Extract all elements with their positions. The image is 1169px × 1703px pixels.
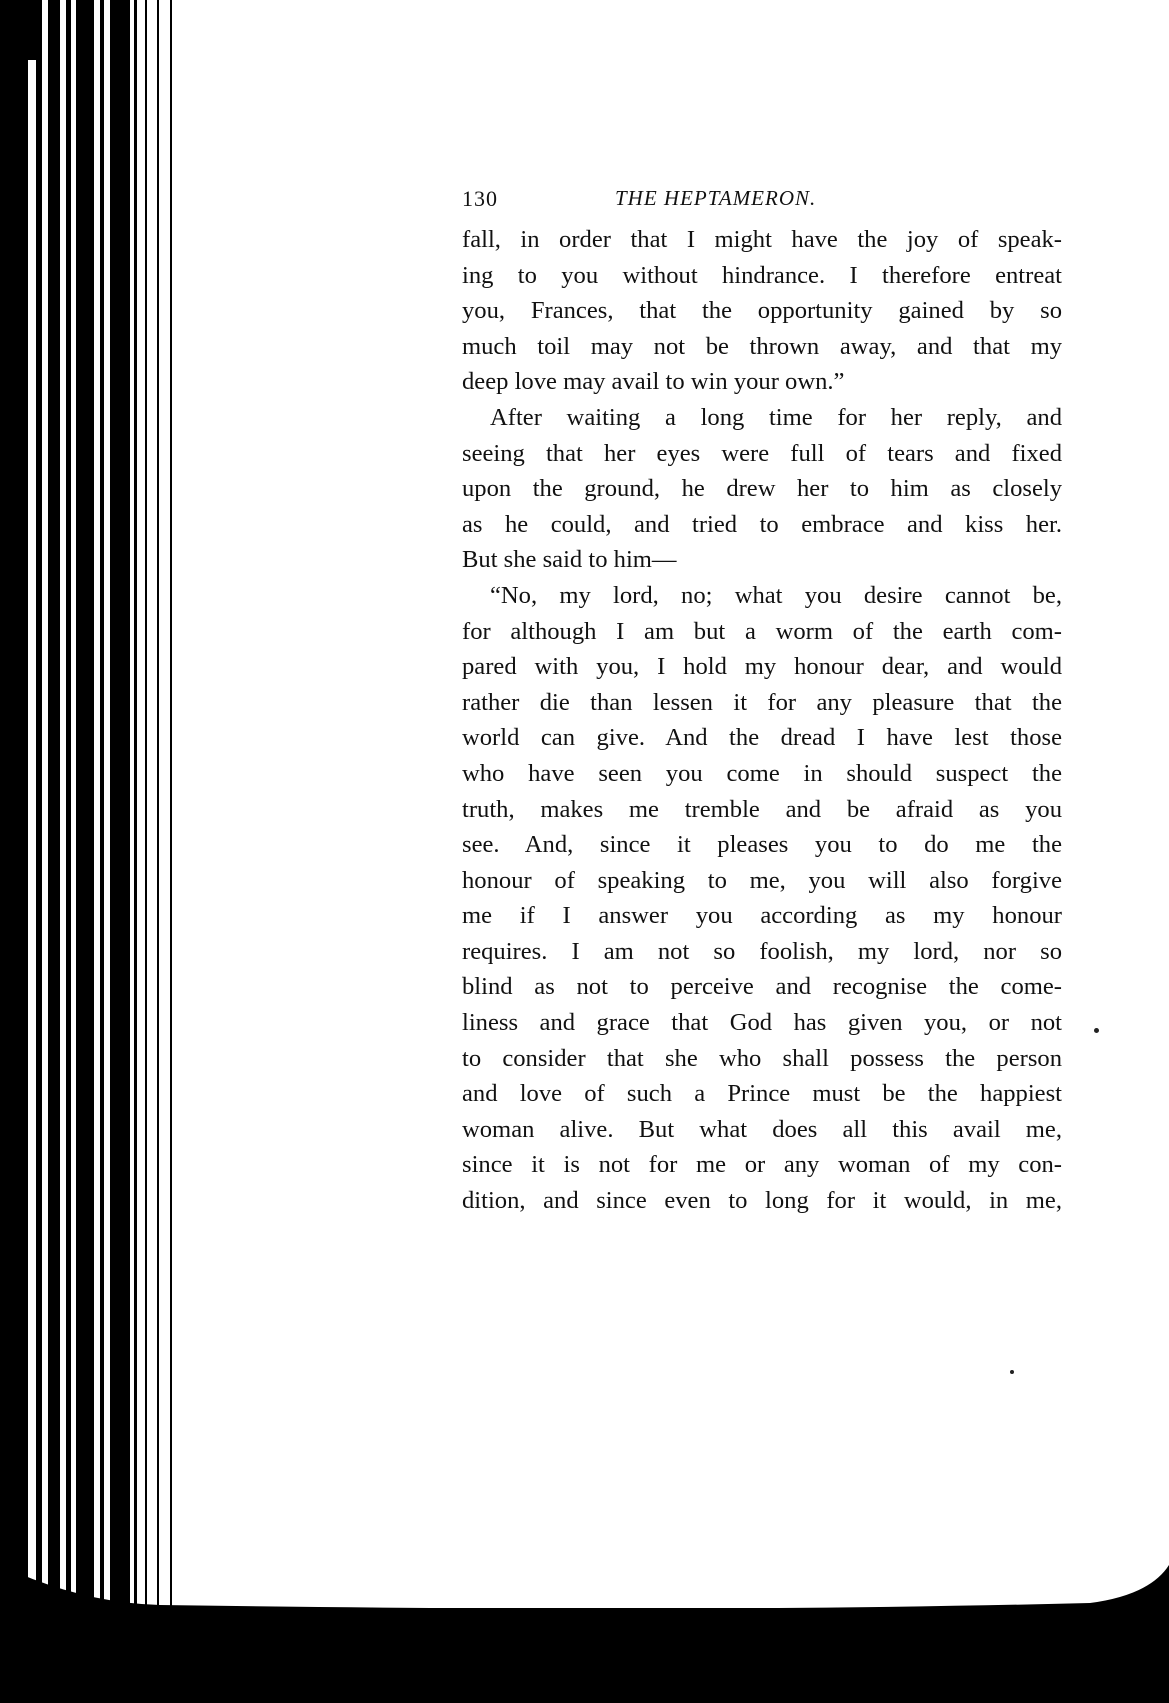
text-line: rather die than lessen it for any pleasure that the — [462, 688, 1062, 716]
scan-bottom-border — [0, 1608, 1169, 1703]
text-line: to consider that she who shall possess the person — [462, 1044, 1062, 1072]
text-line: fall, in order that I might have the joy of speak- — [462, 226, 1062, 253]
margin-speck — [1094, 1028, 1099, 1033]
text-line: upon the ground, he drew her to him as closely — [462, 475, 1062, 503]
paragraph-start: “No, my lord, no; what you desire cannot be, — [490, 581, 1062, 609]
text-line: me if I answer you according as my honour — [462, 902, 1062, 930]
text-line: much toil may not be thrown away, and that my — [462, 332, 1062, 360]
text-line: and love of such a Prince must be the happiest — [462, 1080, 1062, 1108]
text-line: world can give. And the dread I have lest those — [462, 724, 1062, 752]
book-page — [462, 186, 1062, 1219]
page-number: 130 — [462, 186, 498, 211]
text-line: truth, makes me tremble and be afraid as you — [462, 795, 1062, 823]
text-line: liness and grace that God has given you, or not — [462, 1009, 1062, 1037]
text-line: seeing that her eyes were full of tears and fixed — [462, 439, 1062, 467]
body-text — [462, 222, 1062, 1219]
text-line: you, Frances, that the opportunity gained by so — [462, 297, 1062, 325]
text-line: But she said to him— — [462, 546, 677, 574]
text-line: dition, and since even to long for it would, in me, — [462, 1187, 1062, 1215]
text-line: honour of speaking to me, you will also forgive — [462, 866, 1062, 894]
running-head — [462, 186, 1062, 222]
book-gutter — [0, 0, 195, 1703]
text-line: woman alive. But what does all this avail me, — [462, 1115, 1062, 1143]
text-line: for although I am but a worm of the earth com- — [462, 617, 1062, 645]
text-line: requires. I am not so foolish, my lord, nor so — [462, 937, 1062, 965]
text-line: pared with you, I hold my honour dear, and would — [462, 653, 1062, 681]
text-line: ing to you without hindrance. I therefore entreat — [462, 261, 1062, 289]
margin-speck — [1010, 1370, 1014, 1374]
text-line: deep love may avail to win your own.” — [462, 368, 845, 396]
text-line: see. And, since it pleases you to do me the — [462, 831, 1062, 859]
text-line: who have seen you come in should suspect the — [462, 759, 1062, 787]
paragraph-start: After waiting a long time for her reply, and — [490, 403, 1062, 431]
text-line: as he could, and tried to embrace and kiss her. — [462, 510, 1062, 538]
running-title: THE HEPTAMERON. — [615, 186, 817, 210]
text-line: since it is not for me or any woman of my con- — [462, 1151, 1062, 1179]
text-line: blind as not to perceive and recognise the come- — [462, 973, 1062, 1001]
